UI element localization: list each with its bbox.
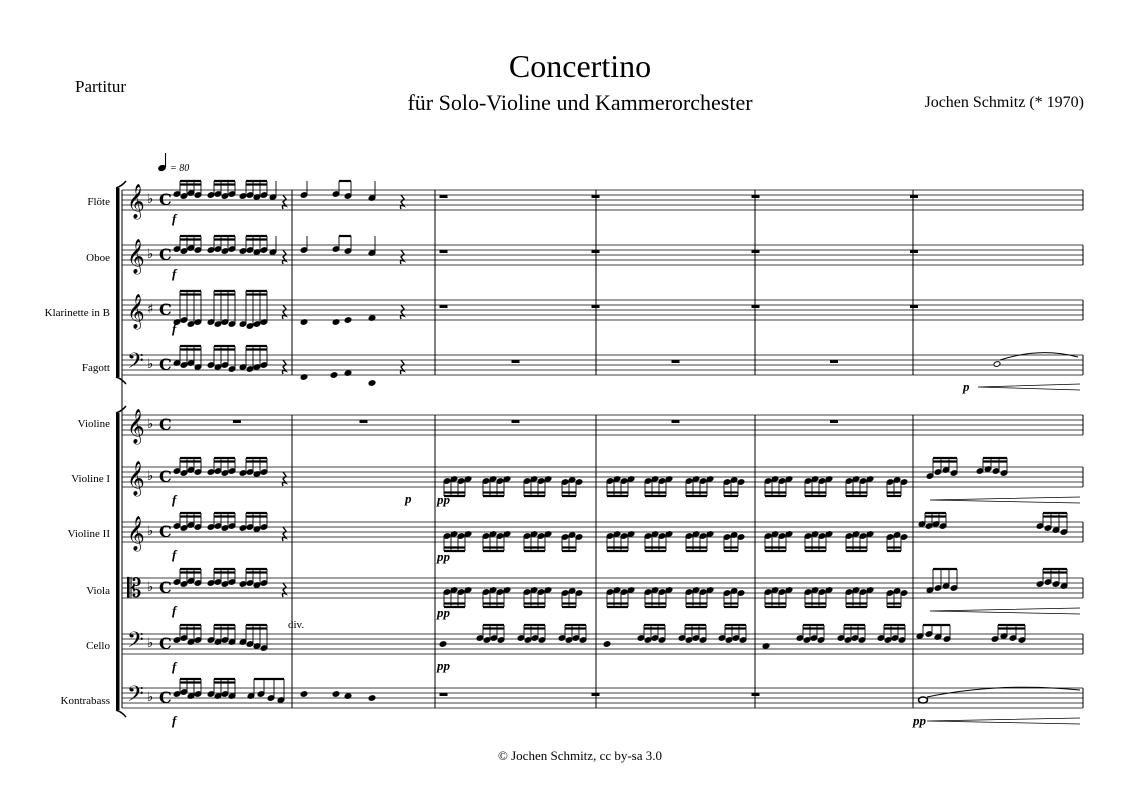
whole-rest-icon xyxy=(440,195,448,198)
quarter-rest-icon xyxy=(282,527,286,541)
time-signature: C xyxy=(159,300,172,319)
whole-rest-icon xyxy=(752,195,760,198)
copyright-footer: © Jochen Schmitz, cc by-sa 3.0 xyxy=(497,748,663,763)
note-head xyxy=(332,691,340,698)
note-head xyxy=(300,691,308,698)
quarter-rest-icon xyxy=(400,360,404,374)
whole-rest-icon xyxy=(592,250,600,253)
time-signature: C xyxy=(159,190,172,209)
whole-rest-icon xyxy=(360,420,368,423)
instrument-label-fagott: Fagott xyxy=(81,362,110,374)
time-signature: C xyxy=(159,688,172,707)
dynamic-forte: f xyxy=(172,492,177,507)
time-signature: C xyxy=(159,415,172,434)
instrument-label-violine-solo: Violine xyxy=(77,418,110,430)
time-signature: C xyxy=(159,634,172,653)
dynamic-pianissimo: pp xyxy=(437,492,450,507)
treble-clef-icon: 𝄞 xyxy=(127,239,145,274)
note-head xyxy=(993,361,1001,368)
whole-rest-icon xyxy=(752,250,760,253)
score-subtitle: für Solo-Violine und Kammerorchester xyxy=(407,90,753,115)
quarter-rest-icon xyxy=(400,250,404,264)
whole-rest-icon xyxy=(512,360,520,363)
staff-1 xyxy=(122,184,1083,220)
quarter-rest-icon xyxy=(282,360,286,374)
note-head xyxy=(368,695,376,702)
treble-clef-icon: 𝄞 xyxy=(127,461,145,496)
whole-rest-icon xyxy=(672,420,680,423)
time-signature: C xyxy=(159,245,172,264)
staff-3 xyxy=(122,294,1083,330)
key-signature-icon: ♭ xyxy=(147,524,154,539)
treble-clef-icon: 𝄞 xyxy=(127,516,145,551)
notes xyxy=(173,181,1080,703)
dynamic-pianissimo: pp xyxy=(913,713,926,728)
whole-rest-icon xyxy=(592,195,600,198)
key-signature-icon: ♭ xyxy=(147,690,154,705)
dynamic-forte: f xyxy=(172,266,177,281)
bass-clef-icon: 𝄢 xyxy=(127,682,144,712)
composer-name: Jochen Schmitz (* 1970) xyxy=(924,94,1084,111)
quarter-rest-icon xyxy=(282,195,286,209)
whole-rest-icon xyxy=(672,360,680,363)
instrument-label-klarinette: Klarinette in B xyxy=(44,307,110,319)
key-signature-icon: ♯ xyxy=(147,302,154,317)
instrument-label-cello: Cello xyxy=(86,640,110,652)
crescendo-hairpin xyxy=(978,384,1080,390)
whole-rest-icon xyxy=(752,693,760,696)
whole-rest-icon xyxy=(910,250,918,253)
time-signature: C xyxy=(159,467,172,486)
staff-5 xyxy=(122,409,1083,445)
note-head xyxy=(368,380,376,387)
whole-rest-icon xyxy=(910,305,918,308)
whole-rest-icon xyxy=(440,250,448,253)
dynamic-forte: f xyxy=(172,547,177,562)
instrument-label-kontrabass: Kontrabass xyxy=(60,695,110,707)
dynamic-pianissimo: pp xyxy=(437,658,450,673)
bass-clef-icon: 𝄢 xyxy=(127,628,144,658)
treble-clef-icon: 𝄞 xyxy=(127,184,145,219)
dynamic-piano: p xyxy=(405,491,412,506)
instrument-label-oboe: Oboe xyxy=(86,252,110,264)
quarter-rest-icon xyxy=(400,195,404,209)
staff-9 xyxy=(122,628,1083,658)
note-head xyxy=(330,372,338,379)
bass-clef-icon: 𝄢 xyxy=(127,349,144,379)
dynamic-forte: f xyxy=(172,321,177,336)
whole-rest-icon xyxy=(830,420,838,423)
tempo-value: = 80 xyxy=(170,163,190,174)
key-signature-icon: ♭ xyxy=(147,247,154,262)
dynamic-forte: f xyxy=(172,211,177,226)
key-signature-icon: ♭ xyxy=(147,417,154,432)
divisi-marking: div. xyxy=(288,619,305,631)
staves xyxy=(122,184,1083,712)
crescendo-hairpin xyxy=(930,608,1080,614)
dynamic-forte: f xyxy=(172,713,177,728)
key-signature-icon: ♭ xyxy=(147,580,154,595)
whole-rest-icon xyxy=(233,420,241,423)
score-title: Concertino xyxy=(508,48,652,84)
whole-rest-icon xyxy=(830,360,838,363)
note-head xyxy=(344,317,352,324)
dynamic-piano: p xyxy=(963,379,970,394)
whole-rest-icon xyxy=(910,195,918,198)
time-signature: C xyxy=(159,578,172,597)
key-signature-icon: ♭ xyxy=(147,636,154,651)
partitur-label: Partitur xyxy=(75,77,126,96)
instrument-label-violine-2: Violine II xyxy=(67,528,110,540)
whole-rest-icon xyxy=(592,693,600,696)
quarter-rest-icon xyxy=(282,583,286,597)
treble-clef-icon: 𝄞 xyxy=(127,294,145,329)
quarter-rest-icon xyxy=(282,250,286,264)
dynamic-forte: f xyxy=(172,659,177,674)
time-signature: C xyxy=(159,355,172,374)
instrument-label-violine-1: Violine I xyxy=(71,473,110,485)
dynamic-pianissimo: pp xyxy=(437,549,450,564)
whole-note xyxy=(919,697,928,703)
staff-6 xyxy=(122,461,1083,497)
key-signature-icon: ♭ xyxy=(147,469,154,484)
alto-clef-icon: 𝄡 xyxy=(127,574,142,604)
whole-rest-icon xyxy=(592,305,600,308)
note-head xyxy=(439,641,447,648)
time-signature: C xyxy=(159,522,172,541)
key-signature-icon: ♭ xyxy=(147,357,154,372)
whole-rest-icon xyxy=(440,693,448,696)
dynamic-pianissimo: pp xyxy=(437,605,450,620)
quarter-rest-icon xyxy=(282,472,286,486)
tempo-marking xyxy=(157,153,189,174)
dynamic-forte: f xyxy=(172,603,177,618)
crescendo-hairpin xyxy=(930,497,1080,503)
system-brackets xyxy=(116,181,126,717)
whole-rest-icon xyxy=(440,305,448,308)
quarter-rest-icon xyxy=(400,305,404,319)
treble-clef-icon: 𝄞 xyxy=(127,409,145,444)
whole-rest-icon xyxy=(512,420,520,423)
staff-2 xyxy=(122,239,1083,275)
key-signature-icon: ♭ xyxy=(147,192,154,207)
crescendo-hairpin xyxy=(927,718,1080,724)
whole-rest-icon xyxy=(752,305,760,308)
staff-10 xyxy=(122,682,1083,712)
quarter-rest-icon xyxy=(282,305,286,319)
instrument-label-viola: Viola xyxy=(86,585,110,597)
note-head xyxy=(603,641,611,648)
instrument-label-floete: Flöte xyxy=(87,196,110,208)
